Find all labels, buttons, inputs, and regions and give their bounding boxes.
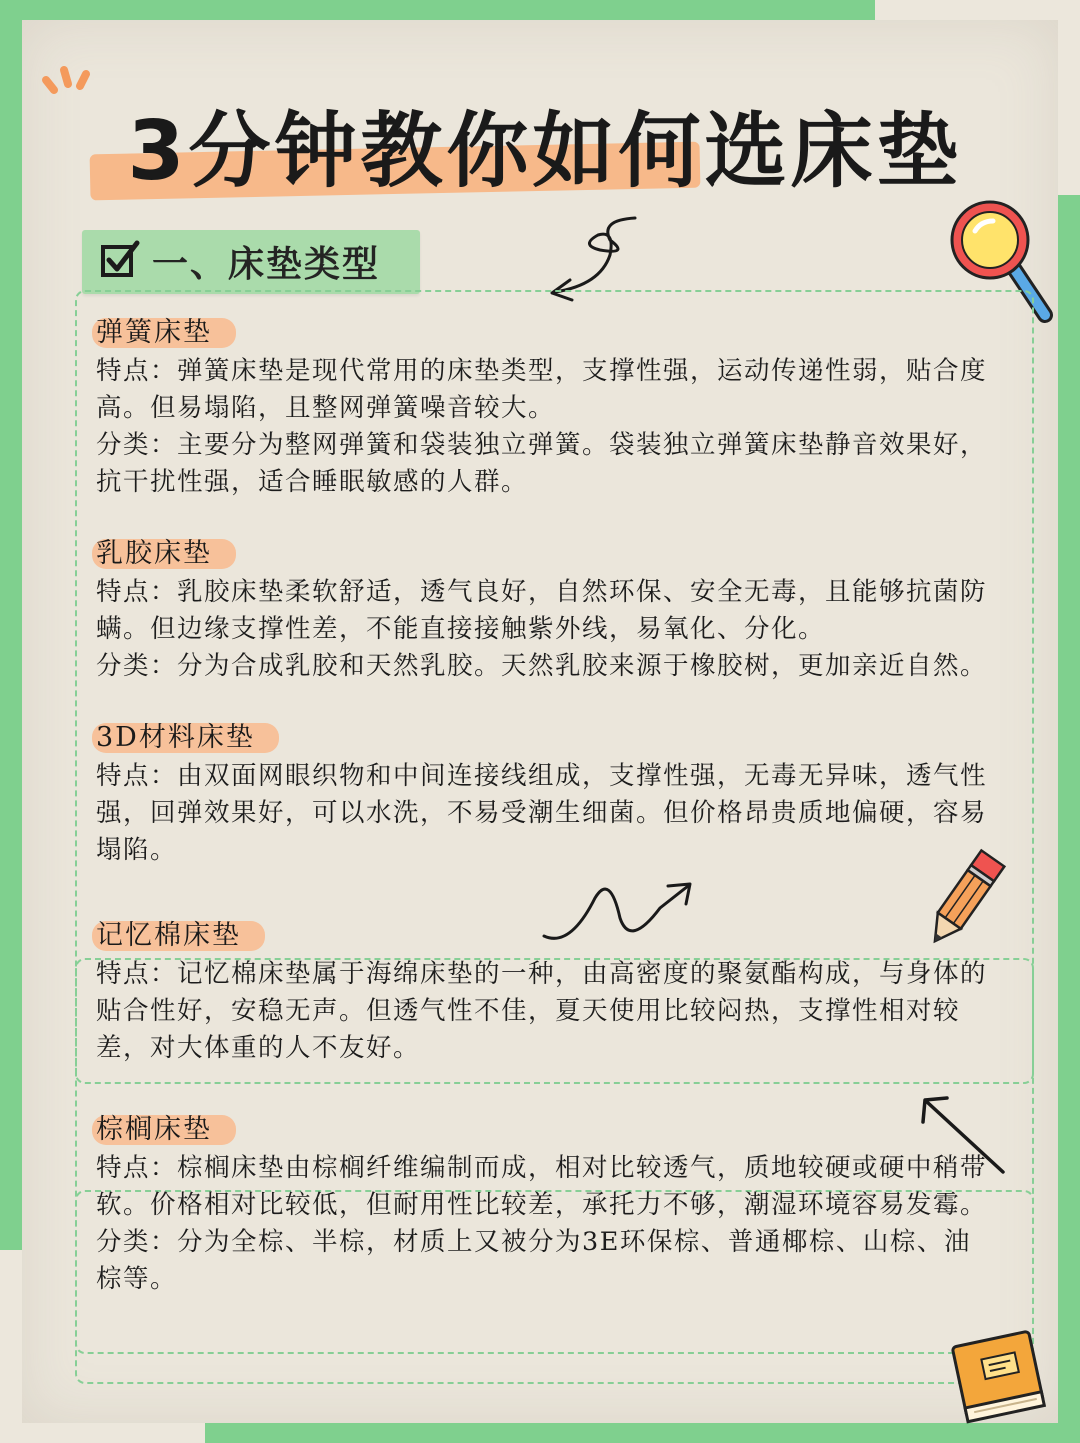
page-title: 3分钟教你如何选床垫 — [127, 104, 963, 199]
section-tag — [82, 230, 420, 294]
section-3d — [96, 715, 996, 869]
section-heading — [96, 1107, 212, 1146]
section-heading — [96, 310, 212, 349]
paragraph: 分类：分为全棕、半棕，材质上又被分为3E环保棕、普通椰棕、山棕、油棕等。 — [96, 1227, 971, 1294]
paragraph: 特点：乳胶床垫柔软舒适，透气良好，自然环保、安全无毒，且能够抗菌防螨。但边缘支撑性差，不能直接接触紫外线，易氧化、分化。 — [96, 577, 988, 644]
paragraph: 分类：主要分为整网弹簧和袋装独立弹簧。袋装独立弹簧床垫静音效果好，抗干扰性强，适合睡眠敏感的人群。 — [96, 430, 988, 497]
frame-right-bar — [1058, 195, 1080, 1443]
paragraph: 特点：棕榈床垫由棕榈纤维编制而成，相对比较透气，质地较硬或硬中稍带软。价格相对比较低，但耐用性比较差，承托力不够，潮湿环境容易发霉。 — [96, 1153, 988, 1220]
paragraph: 特点：由双面网眼织物和中间连接线组成，支撑性强，无毒无异味，透气性强，回弹效果好，可以水洗，不易受潮生细菌。但价格昂贵质地偏硬，容易塌陷。 — [96, 761, 988, 865]
paragraph: 特点：弹簧床垫是现代常用的床垫类型，支撑性强，运动传递性弱，贴合度高。但易塌陷，且整网弹簧噪音较大。 — [96, 356, 988, 423]
section-spring — [96, 310, 996, 501]
pencil-icon — [920, 845, 1010, 955]
book-icon — [945, 1320, 1055, 1430]
paragraph: 特点：记忆棉床垫属于海绵床垫的一种，由高密度的聚氨酯构成，与身体的贴合性好，安稳无声。但透气性不佳，夏天使用比较闷热，支撑性相对较差，对大体重的人不友好。 — [96, 959, 988, 1063]
section-heading — [96, 531, 212, 570]
heading-text: 棕榈床垫 — [96, 1114, 212, 1145]
zigzag-arrow-icon — [540, 878, 700, 958]
heading-text: 乳胶床垫 — [96, 538, 212, 569]
section-palm — [96, 1107, 996, 1298]
title-block — [80, 80, 1010, 200]
paragraph: 分类：分为合成乳胶和天然乳胶。天然乳胶来源于橡胶树，更加亲近自然。 — [96, 651, 988, 681]
heading-text: 弹簧床垫 — [96, 317, 212, 348]
frame-left-bar — [0, 0, 22, 1250]
section-tag-label: 一、床垫类型 — [152, 244, 381, 285]
section-heading — [96, 715, 255, 754]
section-heading — [96, 913, 241, 952]
arrow-icon — [915, 1090, 1015, 1180]
section-latex — [96, 531, 996, 685]
frame-top-bar — [0, 0, 875, 20]
checkbox-icon — [100, 240, 140, 280]
heading-text: 3D材料床垫 — [96, 722, 255, 753]
heading-text: 记忆棉床垫 — [96, 920, 241, 951]
content-area — [96, 310, 996, 1328]
